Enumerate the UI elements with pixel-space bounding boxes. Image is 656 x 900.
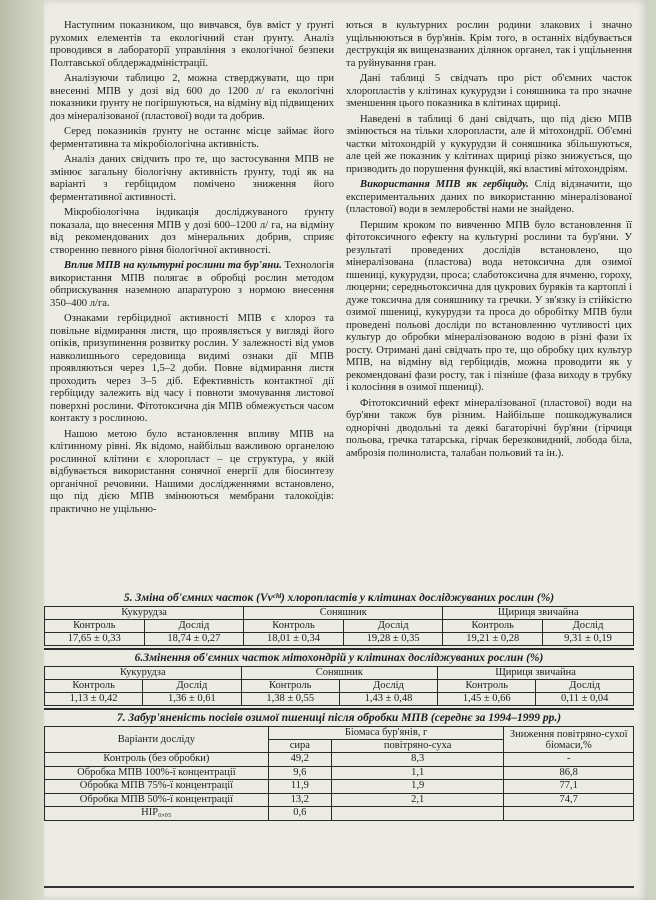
table-row <box>45 633 634 646</box>
table-subheader: Контроль <box>438 680 536 693</box>
paragraph: Наступним показником, що вивчався, був вміст у ґрунті рухомих елементів та екологічний стан ґрунту. Аналіз проводився в лабораторії управління з екологічної безпеки Полтавської облдержадміністрації. <box>50 20 334 69</box>
table-cell: 0,11 ± 0,04 <box>536 693 634 706</box>
table-cell: 1,43 ± 0,48 <box>339 693 437 706</box>
table-subheader: Контроль <box>443 620 543 633</box>
paragraph: Нашою метою було встановлення впливу МПВ на клітинному рівні. Як відомо, найбільш важливою органелою рослинної клітини є хлоропласт – це структура, у якій відбувається використання сонячної енергії для біосинтезу органічної речовини. Нашими дослідженнями встановлено, що під дією МПВ змінюються мембрани талокоїдів: практично не ущільню- <box>50 428 334 515</box>
table-cell: 18,74 ± 0,27 <box>144 633 244 646</box>
table-subheader: Дослід <box>543 620 634 633</box>
table-subheader: Дослід <box>339 680 437 693</box>
table-cell: 0,6 <box>268 807 331 821</box>
table6 <box>44 666 634 706</box>
table-cell: 1,45 ± 0,66 <box>438 693 536 706</box>
section-paragraph <box>50 260 334 310</box>
left-column <box>50 20 334 519</box>
table-cell: 77,1 <box>504 780 634 794</box>
paragraph: Фітотоксичний ефект мінералізованої (пластової) води на бур'яни також був різним. Найбільше пошкоджувалися однорічні дводольні та деякі багаторічні бур'яни (гірчиця польова, гречка татарська, гірчак березковидний, лобода біла, амброзія полинолиста, талабан польовий та ін.). <box>346 397 632 459</box>
table-cell <box>331 807 504 821</box>
table-group-header: Щириця звичайна <box>438 667 634 680</box>
tables-area <box>44 590 634 821</box>
section-text: Слід відзначити, що експериментальних даних по використанню мінералізованої (пластової) води в землеробстві нами не знайдено. <box>346 179 632 215</box>
section-heading: Вплив МПВ на культурні рослини та бур'яни. <box>64 260 282 271</box>
table-cell: 49,2 <box>268 753 331 767</box>
table-cell: 74,7 <box>504 793 634 807</box>
table-header: Варіанти досліду <box>45 727 269 753</box>
right-column <box>346 20 632 463</box>
table-subheader: Контроль <box>244 620 344 633</box>
table-cell: 1,9 <box>331 780 504 794</box>
table-cell: 11,9 <box>268 780 331 794</box>
paragraph: Ознаками гербіцидної активності МПВ є хлороз та повільне відмирання листя, що проявляється у вигляді його опіків, призупинення розвитку рослин. У залежності від умов навколишнього середовища видимі ознаки дії МПВ проявляються через 1,5–2 доби. Повне відмирання листя проходить через 3–5 діб. Ефективність контактної дії гербіциду залежить від часу і повноти змочування листової поверхні рослини. Фітотоксична дія МПВ обмежується часом контакту з рослиною. <box>50 313 334 424</box>
table-cell: Обробка МПВ 75%-ї концентрації <box>45 780 269 794</box>
paragraph: ються в культурних рослин родини злакових і значно ущільнюються в бур'янів. Крім того, в останніх відбувається деструкція як вищеназваних ділянок органел, так і ущільнення та руйнування гран. <box>346 20 632 69</box>
table5-caption: 5. Зміна об'ємних часток (Vvᶜʰˡ) хлоропластів у клітинах досліджуваних рослин (%) <box>123 592 555 604</box>
paragraph: Наведені в таблиці 6 дані свідчать, що під дією МПВ змінюється на тільки хлоропласти, але й мітохондрії. Об'ємні частки мітохондрій у кукурудзи й соняшника збільшуються, але цей же показник у клітинах щириці різко знижується, що призводить до порушення функцій, які властиві мітохондріям. <box>346 113 632 175</box>
table-subheader: Контроль <box>45 620 145 633</box>
table-subheader: Контроль <box>45 680 143 693</box>
paragraph: Першим кроком по вивченню МПВ було встановлення її фітотоксичного ефекту на культурні рослини та бур'яни. У результаті проведених дослідів встановлено, що мінералізована (пластова) вода нетоксична для озимої пшениці, кукурудзи, проса; слаботоксична для ячменю, гороху, люцерни; середньотоксична для цукрових буряків та картоплі і дуже токсична для соняшнику та гречки. У зв'язку із стійкістю озимої пшениці, кукурудзи та проса до обробітку МПВ були проведені польові досліди по встановленню чутливості цих культур до обробки мінералізованою водою в різні фази їх росту. Отримані дані свідчать про те, що обробку цих культур МПВ, на відміну від гербіцидів, можна проводити як у рекомендовані фази росту, так і пізніше (фаза виходу в трубку і колосіння в озимої пшениці). <box>346 219 632 393</box>
table6-caption: 6.Змінення об'ємних часток мітохондрій у клітинах досліджуваних рослин (%) <box>134 652 544 664</box>
table-cell: 1,1 <box>331 766 504 780</box>
table-group-header: Щириця звичайна <box>443 607 634 620</box>
table-group-header: Соняшник <box>244 607 443 620</box>
table-cell <box>504 807 634 821</box>
table-header: Біомаса бур'янів, г <box>268 727 504 740</box>
table-subheader: Дослід <box>144 620 244 633</box>
table-subheader: Дослід <box>343 620 443 633</box>
table-group-header: Кукурудза <box>45 607 244 620</box>
table-cell: НІР₀,₀₅ <box>45 807 269 821</box>
table-cell: 8,3 <box>331 753 504 767</box>
table-group-header: Соняшник <box>241 667 438 680</box>
table5 <box>44 606 634 646</box>
table-row <box>45 793 634 807</box>
paragraph: Серед показників ґрунту не останнє місце займає його ферментативна та мікробіологічна активність. <box>50 126 334 150</box>
table-cell: Обробка МПВ 50%-ї концентрації <box>45 793 269 807</box>
table-cell: 2,1 <box>331 793 504 807</box>
table-row <box>45 780 634 794</box>
table-cell: 17,65 ± 0,33 <box>45 633 145 646</box>
section-heading: Використання МПВ як гербіциду. <box>360 179 529 190</box>
paragraph: Дані таблиці 5 свідчать про ріст об'ємних часток хлоропластів у клітинах кукурудзи і соняшника та про значне зменшення цього показника в клітинах щириці. <box>346 73 632 109</box>
table-cell: 19,28 ± 0,35 <box>343 633 443 646</box>
table-cell: 1,13 ± 0,42 <box>45 693 143 706</box>
table-subheader: сира <box>268 740 331 753</box>
table-row <box>45 766 634 780</box>
table7-caption: 7. Забур'яненість посівів озимої пшениці після обробки МПВ (середнє за 1994–1999 рр.) <box>116 712 562 724</box>
table-cell: 86,8 <box>504 766 634 780</box>
divider <box>44 648 634 650</box>
table-cell: 19,21 ± 0,28 <box>443 633 543 646</box>
table-subheader: повітряно-суха <box>331 740 504 753</box>
text-columns <box>44 20 634 585</box>
table-cell: Обробка МПВ 100%-ї концентрації <box>45 766 269 780</box>
table-subheader: Дослід <box>143 680 241 693</box>
paragraph: Аналіз даних свідчить про те, що застосування МПВ не змінює загальну біологічну активність ґрунту, тоді як на варіанті з гербіцидом помічено зниження його ферментативної активності. <box>50 154 334 203</box>
section-paragraph <box>346 179 632 217</box>
table-cell: 9,31 ± 0,19 <box>543 633 634 646</box>
table-group-header: Кукурудза <box>45 667 242 680</box>
paragraph: Мікробіологічна індикація досліджуваного ґрунту показала, що внесення МПВ у дозі 600–1200 л/ га, на відміну від рекомендованих доз мінеральних добрив, сприяє створенню певного рівня біологічної активності. <box>50 207 334 256</box>
table-cell: 1,38 ± 0,55 <box>241 693 339 706</box>
divider <box>44 708 634 710</box>
table-cell: 9,6 <box>268 766 331 780</box>
table-cell: 18,01 ± 0,34 <box>244 633 344 646</box>
table-row <box>45 693 634 706</box>
table-subheader: Контроль <box>241 680 339 693</box>
page-gutter <box>0 0 44 900</box>
table-subheader: Дослід <box>536 680 634 693</box>
table-header: Зниження повітряно-сухої біомаси,% <box>504 727 634 753</box>
table-cell: 1,36 ± 0,61 <box>143 693 241 706</box>
table7 <box>44 726 634 821</box>
section-text: Технологія використання МПВ полягає в обробці рослин методом обприскування наземною апаратурою з нормою внесення 350–400 л/га. <box>50 260 334 309</box>
table-cell: 13,2 <box>268 793 331 807</box>
footer-rule <box>44 886 634 888</box>
paragraph: Аналізуючи таблицю 2, можна стверджувати, що при внесенні МПВ у дозі від 600 до 1200 л/ га екологічні показники ґрунту не погіршуються, на відміну від підвищених доз мінералізованої (пластової) води та добрив. <box>50 73 334 122</box>
table-row <box>45 807 634 821</box>
table-row <box>45 753 634 767</box>
table-cell: - <box>504 753 634 767</box>
table-cell: Контроль (без обробки) <box>45 753 269 767</box>
